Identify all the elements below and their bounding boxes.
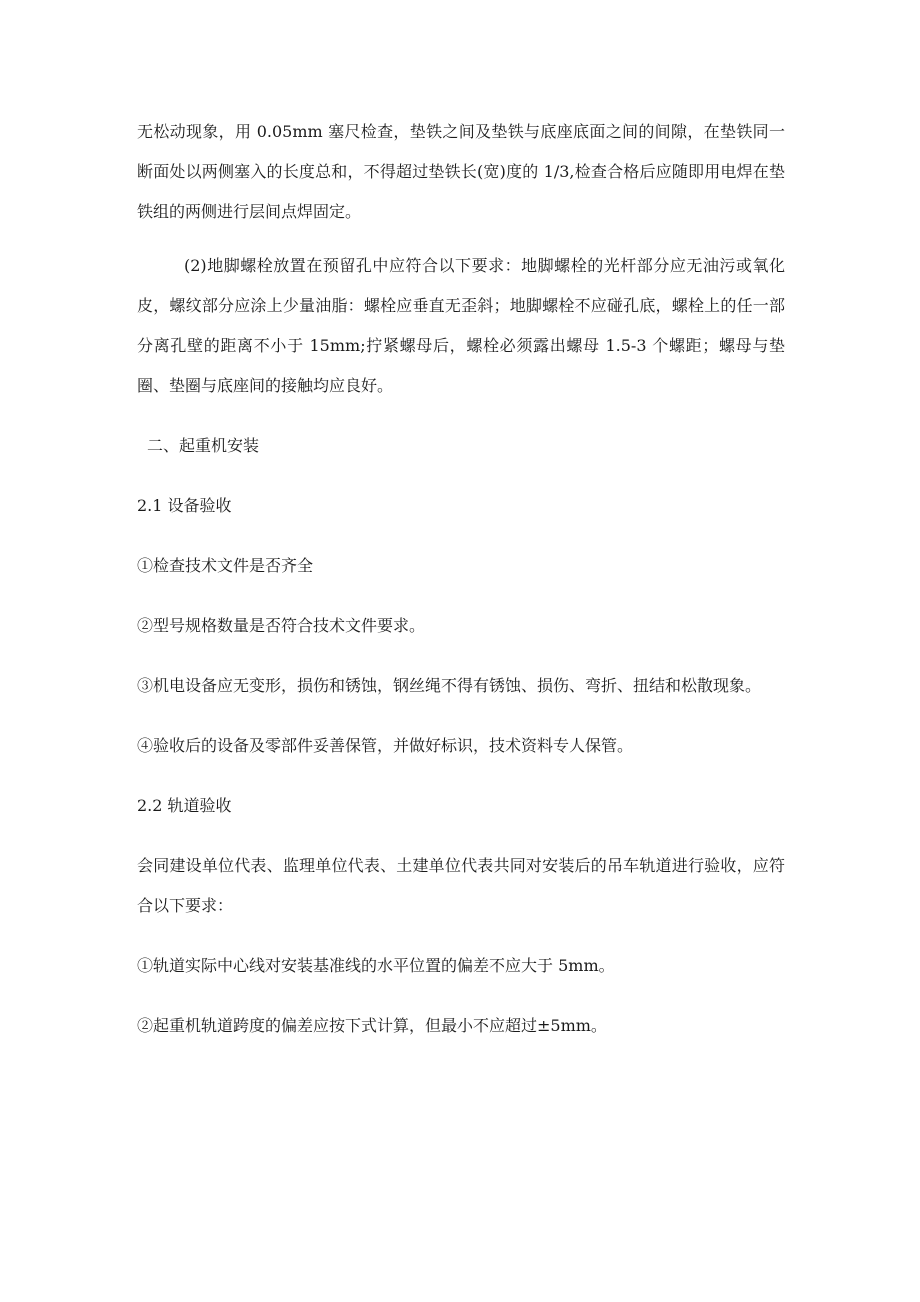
paragraph-anchor-bolt-requirements: (2)地脚螺栓放置在预留孔中应符合以下要求：地脚螺栓的光杆部分应无油污或氧化皮，螺纹部分应涂上少量油脂：螺栓应垂直无歪斜；地脚螺栓不应碰孔底，螺栓上的任一部分离孔壁的距离不小于 15mm;拧紧螺母后，螺栓必须露出螺母 1.5-3 个螺距；螺母与垫圈、垫圈与底座间的接触均应良好。 [137, 256, 785, 395]
section-heading-crane-installation: 二、起重机安装 [147, 436, 260, 455]
list-item-model-specification: ②型号规格数量是否符合技术文件要求。 [137, 616, 426, 635]
list-item-track-centerline-deviation: ①轨道实际中心线对安装基准线的水平位置的偏差不应大于 5mm。 [137, 956, 615, 975]
list-item-track-span-deviation: ②起重机轨道跨度的偏差应按下式计算，但最小不应超过±5mm。 [137, 1016, 607, 1035]
paragraph-track-acceptance-parties: 会同建设单位代表、监理单位代表、土建单位代表共同对安装后的吊车轨道进行验收，应符合以下要求： [137, 856, 785, 915]
list-item-storage-after-acceptance: ④验收后的设备及零部件妥善保管，并做好标识，技术资料专人保管。 [137, 736, 634, 755]
paragraph-shim-inspection: 无松动现象，用 0.05mm 塞尺检查，垫铁之间及垫铁与底座底面之间的间隙，在垫铁同一断面处以两侧塞入的长度总和，不得超过垫铁长(宽)度的 1/3,检查合格后应随即用电焊在垫铁组的两侧进行层间点焊固定。 [137, 122, 785, 221]
list-item-technical-documents: ①检查技术文件是否齐全 [137, 556, 314, 575]
subheading-track-acceptance: 2.2 轨道验收 [137, 796, 232, 815]
list-item-equipment-condition: ③机电设备应无变形，损伤和锈蚀，钢丝绳不得有锈蚀、损伤、弯折、扭结和松散现象。 [137, 676, 762, 695]
subheading-equipment-acceptance: 2.1 设备验收 [137, 496, 232, 515]
document-body [137, 112, 785, 1046]
